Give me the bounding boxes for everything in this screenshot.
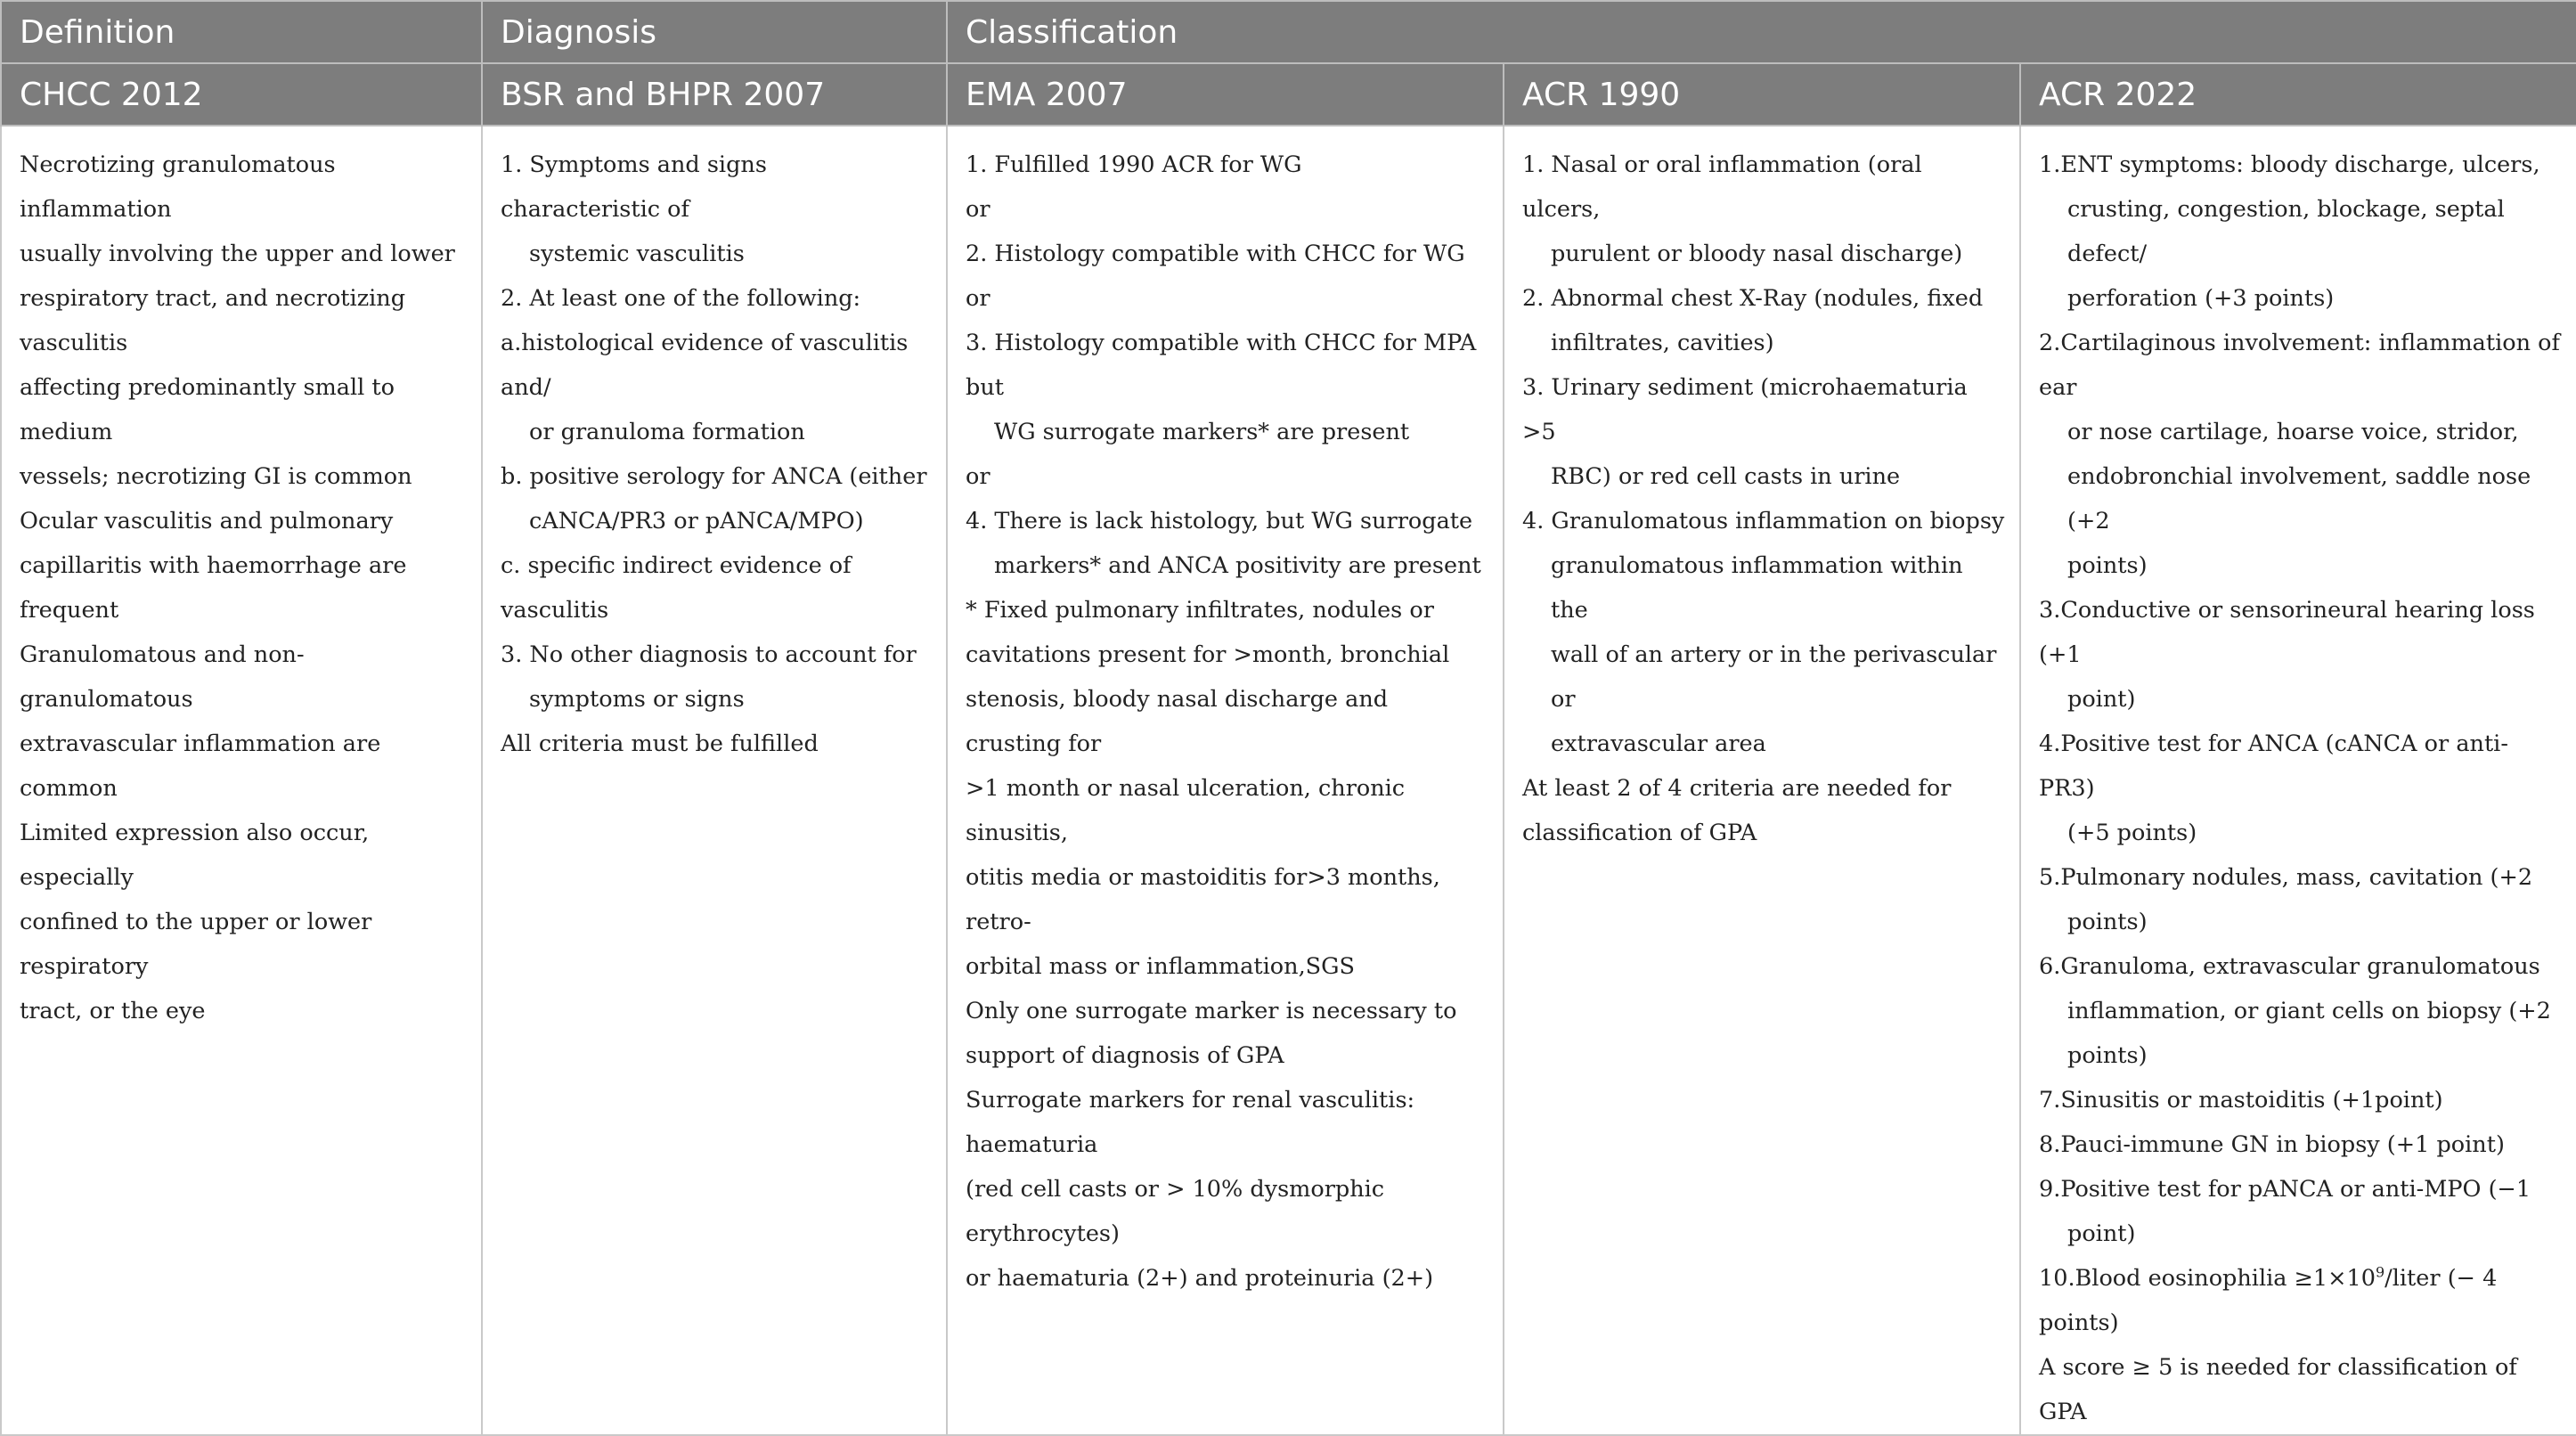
acr2022-line: points) (2067, 909, 2148, 935)
acr2022-line: inflammation, or giant cells on biopsy (+2 (2067, 998, 2551, 1024)
header-row-groups (1, 1, 2576, 63)
acr2022-line: 6.Granuloma, extravascular granulomatous (2039, 953, 2540, 980)
chcc-line: Granulomatous and non-granulomatous (20, 641, 305, 713)
bsr-line: or granuloma formation (529, 419, 805, 445)
chcc-line: vessels; necrotizing GI is common (20, 463, 412, 490)
ema-line: (red cell casts or > 10% dysmorphic erythrocytes) (966, 1176, 1385, 1247)
ema-cell (947, 126, 1504, 1435)
acr1990-line: wall of an artery or in the perivascular or (1551, 641, 1997, 713)
chcc-line: tract, or the eye (20, 998, 206, 1024)
header-classification: Classification (947, 1, 2576, 63)
acr2022-line: 3.Conductive or sensorineural hearing loss (+1 (2039, 597, 2535, 668)
bsr-line: All criteria must be fulfilled (501, 730, 819, 757)
acr2022-score-line: A score ≥ 5 is needed for classification of GPA (2039, 1354, 2517, 1425)
acr2022-line: point) (2067, 686, 2136, 713)
acr2022-line: points) (2067, 552, 2148, 579)
acr1990-line: 4. Granulomatous inflammation on biopsy (1522, 508, 2005, 534)
bsr-line: cANCA/PR3 or pANCA/MPO) (529, 508, 864, 534)
ema-line: support of diagnosis of GPA (966, 1042, 1284, 1069)
header-chcc-2012: CHCC 2012 (1, 63, 482, 126)
chcc-line: respiratory tract, and necrotizing vasculitis (20, 285, 406, 356)
header-ema-2007: EMA 2007 (947, 63, 1504, 126)
acr2022-line: 9.Positive test for pANCA or anti-MPO (−1 (2039, 1176, 2531, 1203)
chcc-line: usually involving the upper and lower (20, 241, 455, 267)
header-acr-2022: ACR 2022 (2020, 63, 2576, 126)
header-diagnosis: Diagnosis (482, 1, 947, 63)
chcc-cell (1, 126, 482, 1435)
acr2022-line: crusting, congestion, blockage, septal defect/ (2067, 196, 2505, 267)
ema-line: markers* and ANCA positivity are present (994, 552, 1481, 579)
header-definition: Definition (1, 1, 482, 63)
acr2022-line: 4.Positive test for ANCA (cANCA or anti-PR3) (2039, 730, 2508, 802)
bsr-line: 3. No other diagnosis to account for (501, 641, 917, 668)
ema-line: or (966, 285, 990, 312)
ema-line: Only one surrogate marker is necessary to (966, 998, 1457, 1024)
bsr-line: 1. Symptoms and signs characteristic of (501, 151, 767, 223)
chcc-line: affecting predominantly small to medium (20, 374, 395, 445)
acr2022-line: point) (2067, 1220, 2136, 1247)
acr2022-line: endobronchial involvement, saddle nose (+2 (2067, 463, 2531, 534)
acr2022-cell (2020, 126, 2576, 1435)
ema-line: stenosis, bloody nasal discharge and crusting for (966, 686, 1389, 757)
acr1990-line: purulent or bloody nasal discharge) (1551, 241, 1963, 267)
acr1990-line: infiltrates, cavities) (1551, 330, 1774, 356)
ema-line: 1. Fulfilled 1990 ACR for WG (966, 151, 1302, 178)
acr2022-line: or nose cartilage, hoarse voice, stridor, (2067, 419, 2519, 445)
acr1990-line: granulomatous inflammation within the (1551, 552, 1963, 624)
ema-line: orbital mass or inflammation,SGS (966, 953, 1355, 980)
acr2022-line: 8.Pauci-immune GN in biopsy (+1 point) (2039, 1131, 2505, 1158)
chcc-line: capillaritis with haemorrhage are frequent (20, 552, 407, 624)
ema-line: or haematuria (2+) and proteinuria (2+) (966, 1265, 1434, 1292)
bsr-line: systemic vasculitis (529, 241, 745, 267)
header-row-criteria (1, 63, 2576, 126)
ema-line: * Fixed pulmonary infiltrates, nodules or (966, 597, 1434, 624)
acr1990-line: At least 2 of 4 criteria are needed for (1522, 775, 1952, 802)
bsr-line: 2. At least one of the following: (501, 285, 861, 312)
ema-line: 3. Histology compatible with CHCC for MPA but (966, 330, 1477, 401)
chcc-line: Limited expression also occur, especially (20, 820, 370, 891)
ema-line: cavitations present for >month, bronchial (966, 641, 1450, 668)
ema-line: >1 month or nasal ulceration, chronic sinusitis, (966, 775, 1406, 846)
acr2022-line: 5.Pulmonary nodules, mass, cavitation (+2 (2039, 864, 2533, 891)
acr2022-line: (+5 points) (2067, 820, 2197, 846)
table-row (1, 126, 2576, 1435)
bsr-line: c. specific indirect evidence of vasculitis (501, 552, 852, 624)
acr2022-line: points) (2067, 1042, 2148, 1069)
acr2022-eosinophilia-line (2039, 1256, 2562, 1345)
ema-line: 2. Histology compatible with CHCC for WG (966, 241, 1465, 267)
ema-line: or (966, 463, 990, 490)
acr2022-line: perforation (+3 points) (2067, 285, 2335, 312)
bsr-line: a.histological evidence of vasculitis and/ (501, 330, 909, 401)
acr1990-line: extravascular area (1551, 730, 1766, 757)
acr1990-line: 3. Urinary sediment (microhaematuria >5 (1522, 374, 1968, 445)
chcc-line: extravascular inflammation are common (20, 730, 381, 802)
acr1990-cell (1504, 126, 2020, 1435)
acr2022-line: 1.ENT symptoms: bloody discharge, ulcers, (2039, 151, 2540, 178)
eos-exponent: 9 (2375, 1263, 2385, 1281)
ema-line: Surrogate markers for renal vasculitis: haematuria (966, 1087, 1415, 1158)
ema-line: otitis media or mastoiditis for>3 months, retro- (966, 864, 1440, 935)
ema-line: WG surrogate markers* are present (994, 419, 1410, 445)
acr2022-line: 7.Sinusitis or mastoiditis (+1point) (2039, 1087, 2443, 1114)
eos-text-before: 10.Blood eosinophilia ≥1×10 (2039, 1265, 2376, 1292)
chcc-line: Ocular vasculitis and pulmonary (20, 508, 394, 534)
chcc-line: confined to the upper or lower respiratory (20, 909, 372, 980)
chcc-line: Necrotizing granulomatous inflammation (20, 151, 336, 223)
bsr-cell (482, 126, 947, 1435)
ema-line: 4. There is lack histology, but WG surrogate (966, 508, 1473, 534)
acr1990-line: RBC) or red cell casts in urine (1551, 463, 1901, 490)
acr1990-line: classification of GPA (1522, 820, 1757, 846)
bsr-line: b. positive serology for ANCA (either (501, 463, 927, 490)
bsr-line: symptoms or signs (529, 686, 745, 713)
acr1990-line: 2. Abnormal chest X-Ray (nodules, fixed (1522, 285, 1984, 312)
ema-line: or (966, 196, 990, 223)
acr1990-line: 1. Nasal or oral inflammation (oral ulcers, (1522, 151, 1922, 223)
eos-text-after: /liter (− 4 points) (2039, 1265, 2498, 1336)
header-bsr-bhpr-2007: BSR and BHPR 2007 (482, 63, 947, 126)
header-acr-1990: ACR 1990 (1504, 63, 2020, 126)
acr2022-line: 2.Cartilaginous involvement: inflammation of ear (2039, 330, 2560, 401)
